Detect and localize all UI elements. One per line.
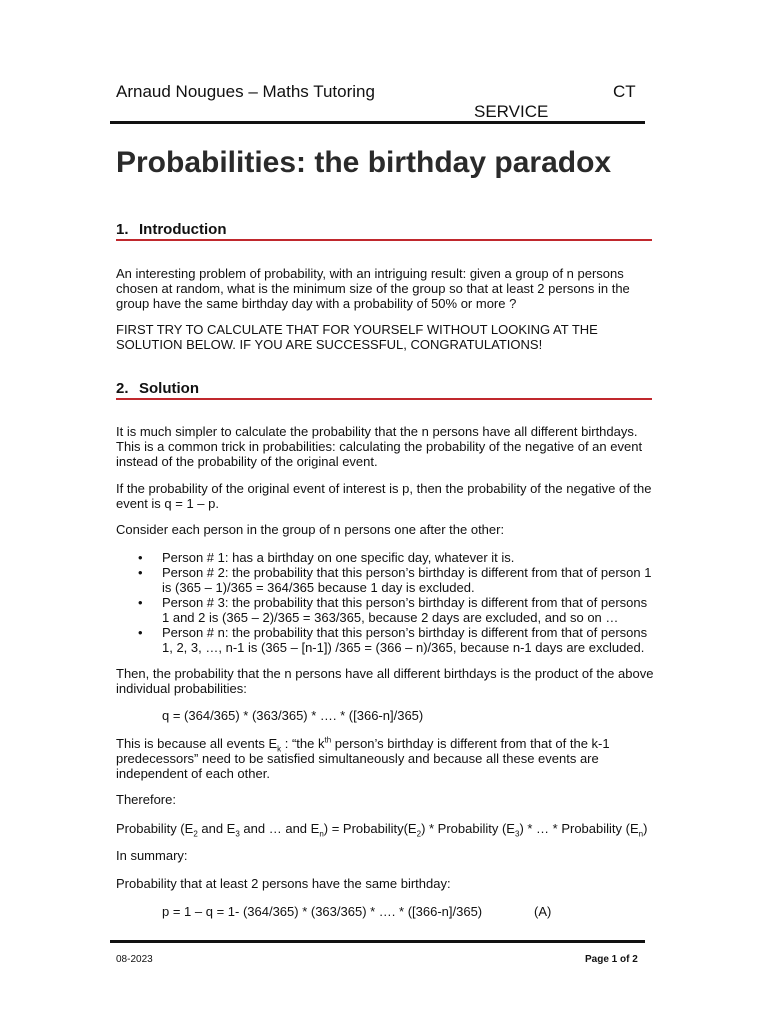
bullet-icon: • xyxy=(138,550,143,565)
summary-label: In summary: xyxy=(116,848,188,863)
header-author: Arnaud Nougues – Maths Tutoring xyxy=(116,82,375,101)
events-paragraph: This is because all events $E_k$ : “the $k^{th}$ person’s birthday is different from that of the k-1 predecessors” need to be satisfied simultaneously and because all these events are independent of each other. xyxy=(116,735,610,781)
solution-paragraph-3: Consider each person in the group of n persons one after the other: xyxy=(116,522,505,537)
section-number: 2. xyxy=(116,380,129,397)
bullet-icon: • xyxy=(138,595,143,610)
therefore-label: Therefore: xyxy=(116,792,176,807)
section-rule xyxy=(116,398,652,400)
header-right-line2: SERVICE xyxy=(474,102,549,121)
footer-rule xyxy=(110,940,645,943)
footer-date: 08-2023 xyxy=(116,954,153,965)
section-number: 1. xyxy=(116,221,129,238)
bullet-icon: • xyxy=(138,625,143,640)
list-item: • Person # 1: has a birthday on one specific day, whatever it is. xyxy=(138,550,515,565)
list-item: • Person # n: the probability that this person’s birthday is different from that of persons 1, 2, 3, …, n-1 is (365 – [n-1]) /365 = (366 – n)/365, because n-1 days are excluded. xyxy=(138,625,648,655)
page-title: Probabilities: the birthday paradox xyxy=(116,146,612,179)
list-item: • Person # 3: the probability that this person’s birthday is different from that of persons 1 and 2 is (365 – 2)/365 = 363/365, because 2 days are excluded, and so on … xyxy=(138,595,648,625)
solution-paragraph-1: It is much simpler to calculate the probability that the n persons have all different birthdays. This is a common trick in probabilities: calculating the probability of the negative of an event instead of the probability of the original event. xyxy=(116,424,643,469)
header-right-line1: CT xyxy=(613,82,636,101)
intro-challenge: FIRST TRY TO CALCULATE THAT FOR YOURSELF WITHOUT LOOKING AT THE SOLUTION BELOW. IF YOU ARE SUCCESSFUL, CONGRATULATIONS! xyxy=(116,322,598,352)
formula-p: p = 1 – q = 1- (364/365) * (363/365) * …. * ([366-n]/365) xyxy=(162,904,483,919)
summary-paragraph: Probability that at least 2 persons have the same birthday: xyxy=(116,876,451,891)
section-heading-introduction xyxy=(116,221,226,238)
probability-product-line: Probability ($E_2$ and $E_3$ and … and $E_n$) = $Probability(E_2)$ * Probability $(E_3)$ * … * Probability $(E_n)$ xyxy=(116,821,648,839)
header-rule xyxy=(110,121,645,124)
section-heading-solution xyxy=(116,380,199,397)
formula-p-tag: (A) xyxy=(534,904,552,919)
formula-q: q = (364/365) * (363/365) * …. * ([366-n]/365) xyxy=(162,708,424,723)
bullet-icon: • xyxy=(138,565,143,580)
intro-paragraph: An interesting problem of probability, with an intriguing result: given a group of n persons chosen at random, what is the minimum size of the group so that at least 2 persons in the group have the same birthday day with a probability of 50% or more ? xyxy=(116,266,630,311)
solution-paragraph-4: Then, the probability that the n persons have all different birthdays is the product of the above individual probabilities: xyxy=(116,666,654,696)
section-title: Introduction xyxy=(139,221,227,238)
person-bullet-list xyxy=(116,550,656,655)
solution-paragraph-2: If the probability of the original event of interest is p, then the probability of the negative of the event is q = 1 – p. xyxy=(116,481,652,511)
section-rule xyxy=(116,239,652,241)
section-title: Solution xyxy=(139,380,199,397)
list-item: • Person # 2: the probability that this person’s birthday is different from that of person 1 is (365 – 1)/365 = 364/365 because 1 day is excluded. xyxy=(138,565,652,595)
footer-page-number: Page 1 of 2 xyxy=(585,954,638,965)
